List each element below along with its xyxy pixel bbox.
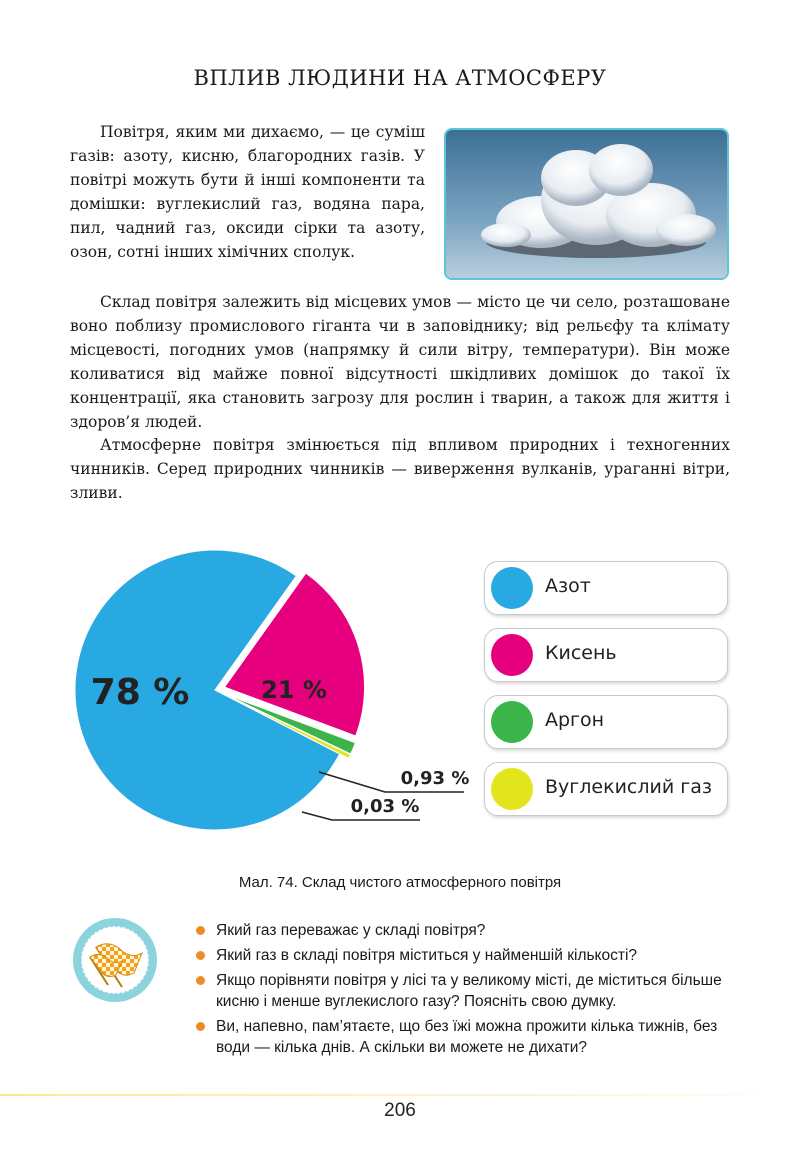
slice-value-label: 0,93 % — [400, 768, 470, 789]
question-item — [196, 970, 746, 1012]
bullet-icon — [196, 976, 205, 985]
figure-caption: Мал. 74. Склад чистого атмосферного повітря — [238, 874, 562, 891]
page-title: ВПЛИВ ЛЮДИНИ НА АТМОСФЕРУ — [193, 66, 607, 90]
paragraph-2: Склад повітря залежить від місцевих умов — місто це чи село, розташоване воно поблизу промислового гіганта чи в заповіднику; від рельєфу та клімату місцевості, погодних умов (напрямку й сили вітру, температури). Він може коливатися від майже повної відсутності шкідливих домішок до такої їх концентрації, яка становить загрозу для рослин і тварин, а також для життя і здоров’я людей. — [70, 293, 730, 431]
legend-label: Кисень — [545, 642, 617, 664]
legend-item — [484, 762, 728, 816]
badge-inner — [81, 926, 149, 994]
footer-divider — [0, 1094, 800, 1096]
question-item — [196, 920, 746, 941]
question-item — [196, 945, 746, 966]
bullet-icon — [196, 1022, 205, 1031]
cloud-photo-svg — [446, 130, 727, 278]
slice-value-label: 78 % — [90, 672, 190, 713]
composition-pie-chart — [40, 550, 480, 850]
legend-swatch — [491, 567, 533, 609]
question-text: Ви, напевно, пам’ятаєте, що без їжі можна прожити кілька тижнів, без води — кілька днів. А скільки ви можете не дихати? — [216, 1018, 718, 1056]
slice-value-label: 0,03 % — [350, 796, 420, 817]
chart-legend — [484, 561, 728, 829]
checkered-flag-icon — [82, 927, 149, 994]
bullet-icon — [196, 951, 205, 960]
question-item — [196, 1016, 746, 1058]
legend-swatch — [491, 701, 533, 743]
legend-swatch — [491, 768, 533, 810]
question-text: Якщо порівняти повітря у лісі та у великому місті, де міститься більше кисню і менше вуглекислого газу? Поясніть свою думку. — [216, 972, 722, 1010]
legend-item — [484, 628, 728, 682]
legend-label: Аргон — [545, 709, 605, 731]
badge — [73, 918, 157, 1002]
legend-label: Азот — [545, 575, 591, 597]
legend-item — [484, 561, 728, 615]
bullet-icon — [196, 926, 205, 935]
legend-label: Вуглекислий газ — [545, 776, 712, 798]
question-list — [196, 920, 746, 1062]
legend-item — [484, 695, 728, 749]
legend-swatch — [491, 634, 533, 676]
slice-value-label: 21 % — [261, 676, 327, 704]
question-text: Який газ переважає у складі повітря? — [216, 922, 486, 939]
paragraph-1: Повітря, яким ми дихаємо, — це суміш газів: азоту, кисню, благородних газів. У повітрі можуть бути й інші компоненти та домішки: вуглекислий газ, водяна пара, пил, чадний газ, оксиди сірки та азоту, озон, сотні інших хімічних сполук. — [70, 123, 425, 261]
question-text: Який газ в складі повітря міститься у найменшій кількості? — [216, 947, 638, 964]
paragraph-3: Атмосферне повітря змінюється під впливом природних і техногенних чинників. Серед природних чинників — виверження вулканів, ураганні вітри, зливи. — [70, 436, 730, 502]
cloud-photo — [444, 128, 729, 280]
page-number: 206 — [384, 1100, 416, 1121]
